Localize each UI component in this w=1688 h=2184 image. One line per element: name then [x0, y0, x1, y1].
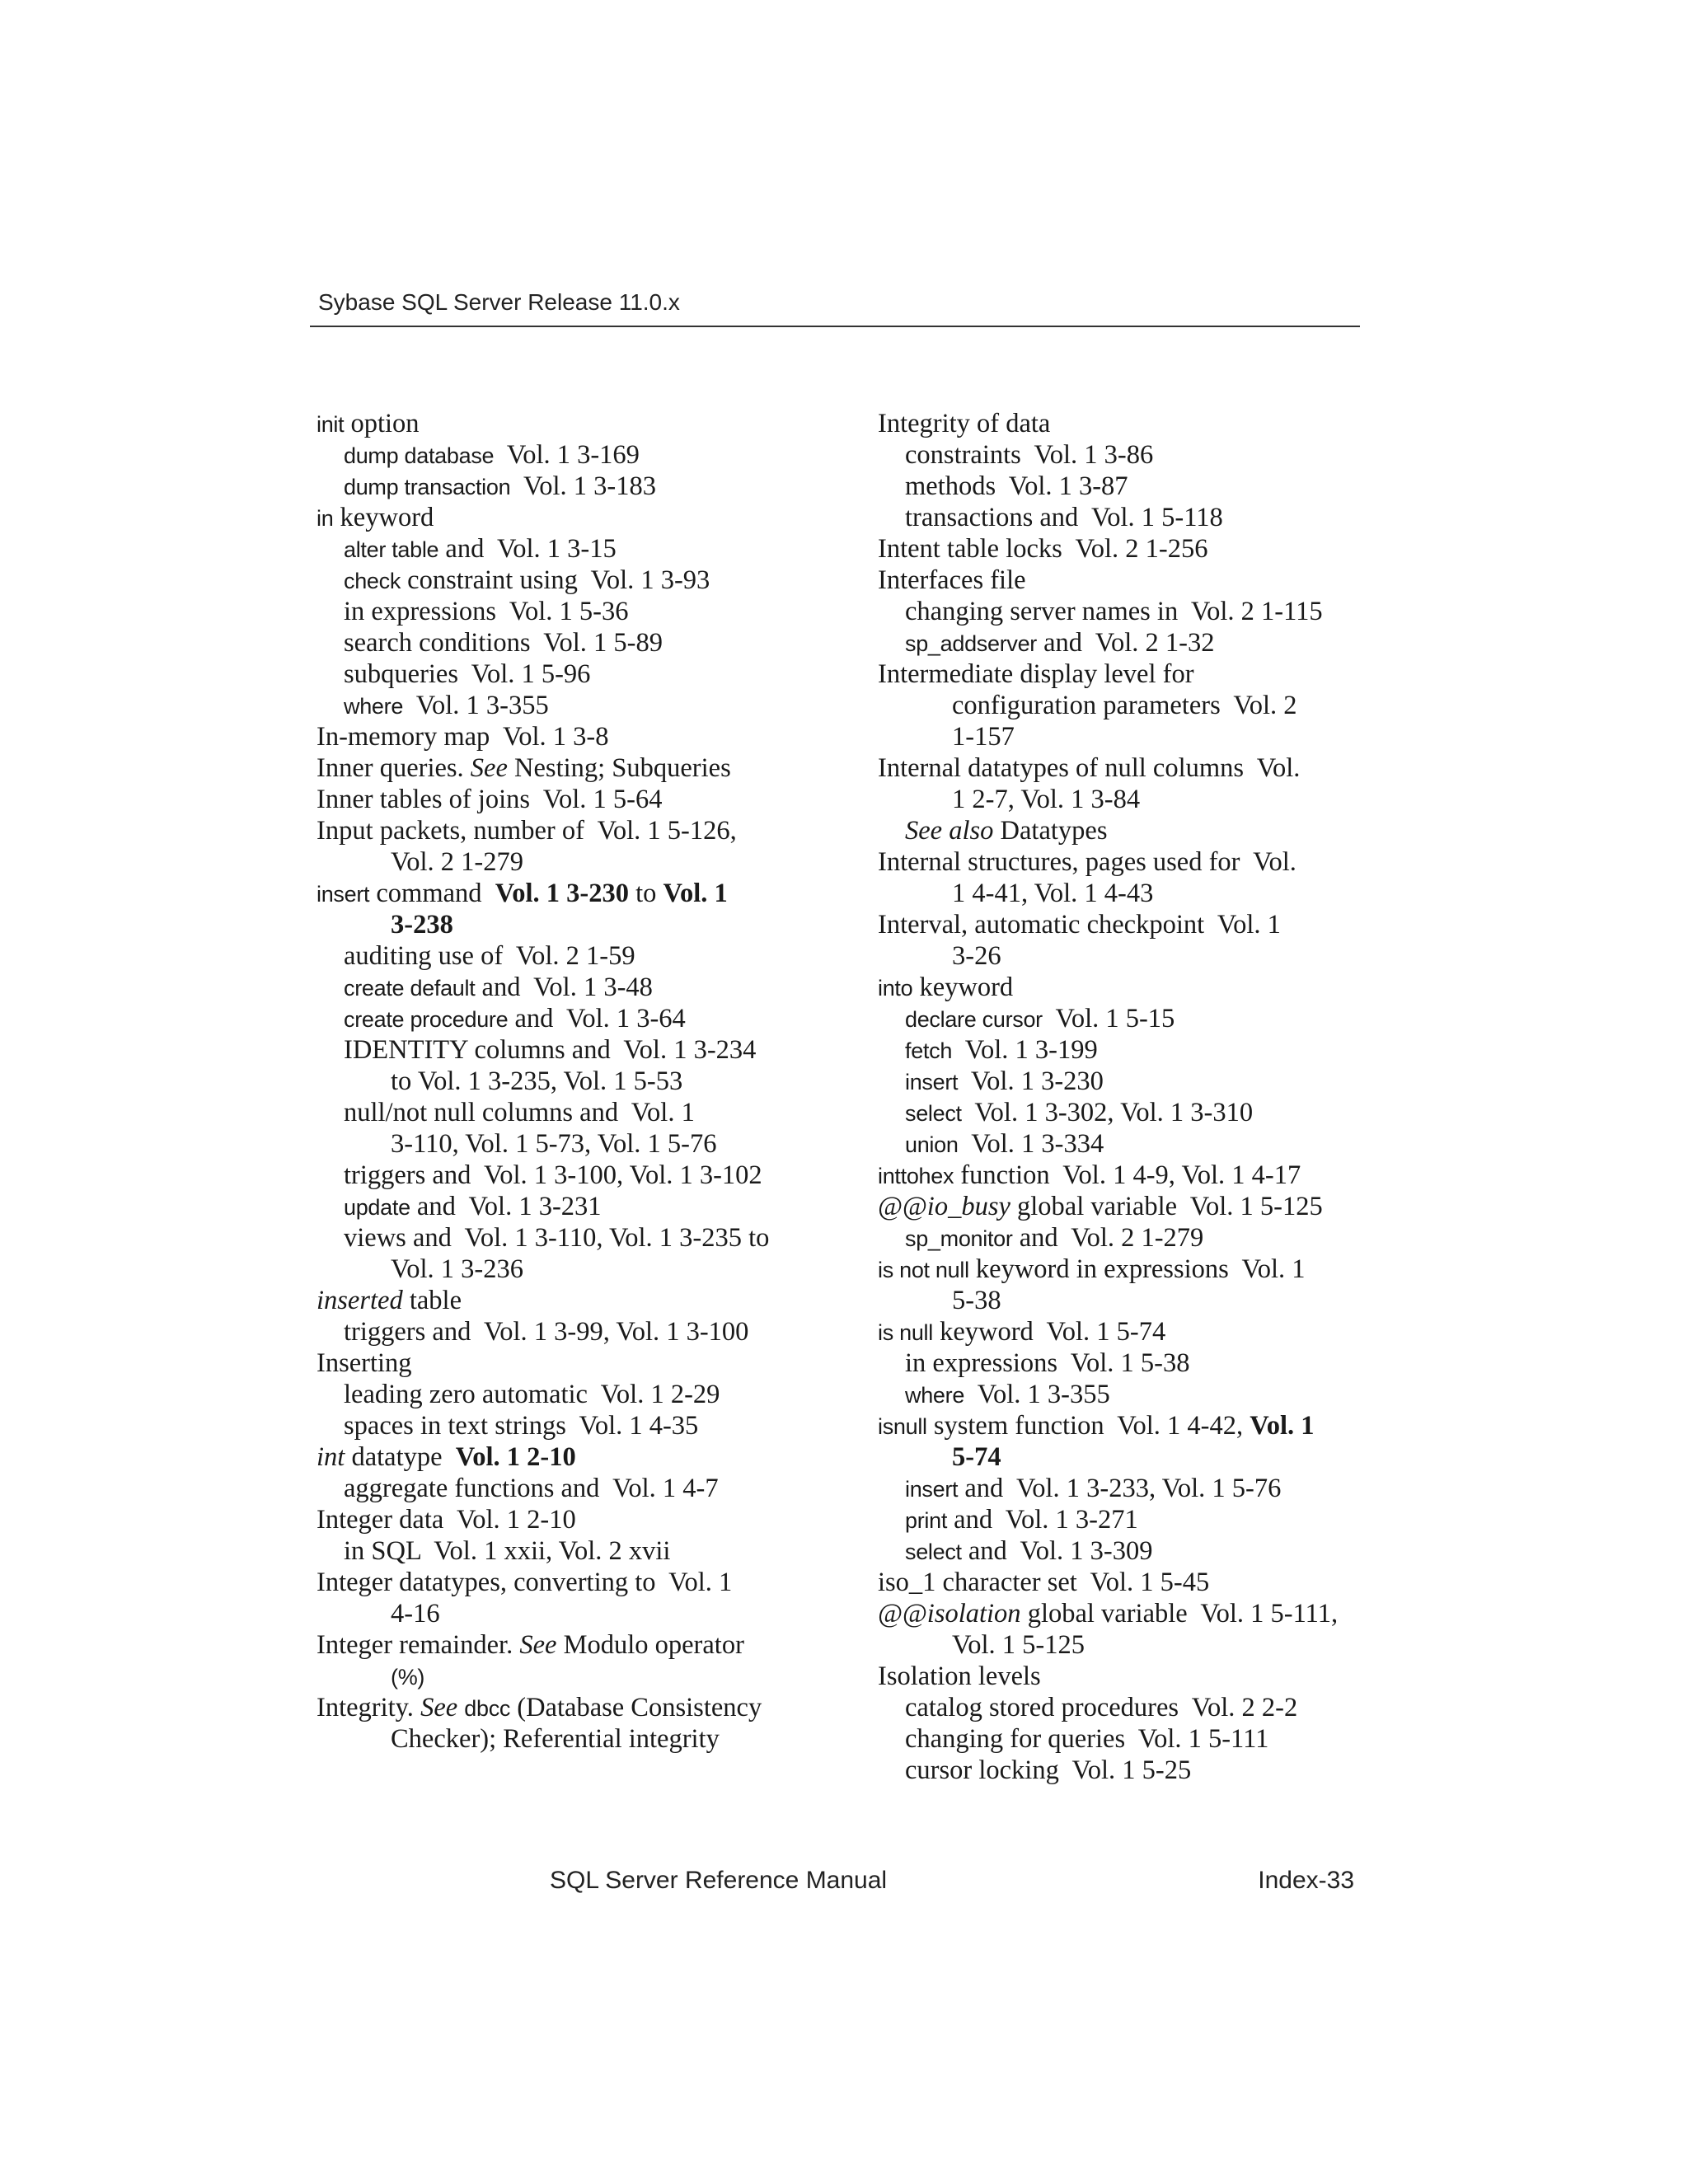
index-subentry — [878, 1535, 1372, 1567]
index-text: create default — [344, 976, 476, 1001]
index-text: triggers and Vol. 1 3-100, Vol. 1 3-102 — [344, 1160, 762, 1190]
index-text: Isolation levels — [878, 1661, 1041, 1691]
index-entry — [878, 1410, 1372, 1473]
index-text: See — [470, 753, 508, 783]
index-text: Vol. 1 3-183 — [510, 471, 656, 501]
index-line — [878, 533, 1372, 565]
index-text: inserted — [316, 1286, 403, 1315]
index-text: Vol. 1 3-236 — [391, 1254, 524, 1284]
index-line — [316, 909, 828, 940]
index-entry — [878, 1661, 1372, 1692]
index-line — [878, 627, 1372, 658]
index-text: @@isolation — [878, 1599, 1021, 1629]
index-line — [878, 1128, 1372, 1160]
index-text: union — [905, 1132, 959, 1157]
index-entry — [316, 408, 828, 439]
index-text: and Vol. 1 3-233, Vol. 1 5-76 — [958, 1474, 1282, 1503]
index-line — [878, 721, 1372, 752]
index-text: Interval, automatic checkpoint Vol. 1 — [878, 910, 1281, 940]
index-line — [878, 1535, 1372, 1567]
index-text: Vol. 1 — [1250, 1411, 1315, 1441]
index-text: auditing use of Vol. 2 1-59 — [344, 941, 635, 971]
index-text: cursor locking Vol. 1 5-25 — [905, 1755, 1192, 1785]
index-entry — [878, 1316, 1372, 1347]
index-subentry — [316, 1034, 828, 1097]
index-entry — [878, 408, 1372, 439]
index-text: print — [905, 1508, 948, 1533]
index-line — [316, 878, 828, 909]
index-line — [878, 1473, 1372, 1504]
index-text: dump transaction — [344, 475, 511, 499]
index-text: int — [316, 1442, 345, 1472]
index-subentry — [316, 1535, 828, 1567]
index-entry — [316, 1347, 828, 1379]
index-text: constraint using Vol. 1 3-93 — [401, 565, 710, 595]
index-entry — [316, 502, 828, 533]
index-text: sp_addserver — [905, 631, 1037, 656]
index-text: dump database — [344, 443, 495, 468]
index-line — [316, 815, 828, 846]
index-subentry — [878, 1379, 1372, 1410]
index-text: Checker); Referential integrity — [391, 1724, 720, 1754]
index-text: In-memory map Vol. 1 3-8 — [316, 722, 609, 752]
index-line — [878, 940, 1372, 972]
index-entry — [878, 1598, 1372, 1661]
index-text: is null — [878, 1320, 933, 1345]
index-line — [316, 1254, 828, 1285]
index-text: and Vol. 1 3-271 — [947, 1505, 1138, 1535]
index-text: 1 2-7, Vol. 1 3-84 — [952, 785, 1141, 814]
index-line — [316, 1410, 828, 1441]
index-text: configuration parameters Vol. 2 — [952, 691, 1297, 720]
index-line — [878, 439, 1372, 471]
index-text: 1 4-41, Vol. 1 4-43 — [952, 879, 1154, 908]
index-text: Vol. 1 5-125 — [952, 1630, 1085, 1660]
index-subentry — [316, 565, 828, 596]
index-subentry — [878, 1066, 1372, 1097]
index-text: constraints Vol. 1 3-86 — [905, 440, 1154, 470]
index-line — [316, 658, 828, 690]
index-line — [316, 408, 828, 439]
index-text: where — [344, 694, 404, 719]
index-entry — [878, 1567, 1372, 1598]
index-line — [878, 1504, 1372, 1535]
index-line — [878, 1755, 1372, 1786]
index-line — [878, 565, 1372, 596]
index-line — [878, 909, 1372, 940]
index-line — [316, 784, 828, 815]
index-column-right — [878, 408, 1372, 1786]
index-line — [878, 1567, 1372, 1598]
index-subentry — [316, 1473, 828, 1504]
index-text: leading zero automatic Vol. 1 2-29 — [344, 1380, 720, 1409]
index-line — [316, 752, 828, 784]
index-text: and Vol. 1 3-15 — [438, 534, 617, 564]
index-text: and Vol. 1 3-64 — [508, 1004, 686, 1033]
index-entry — [878, 909, 1372, 972]
index-text: is not null — [878, 1258, 969, 1282]
index-line — [316, 1661, 828, 1692]
index-line — [878, 1285, 1372, 1316]
index-line — [878, 690, 1372, 721]
index-line — [878, 1347, 1372, 1379]
index-text: in expressions Vol. 1 5-38 — [905, 1348, 1190, 1378]
index-entry — [316, 815, 828, 878]
index-text: See also — [905, 816, 994, 846]
index-line — [878, 1160, 1372, 1191]
index-line — [316, 471, 828, 502]
index-line — [316, 1535, 828, 1567]
index-line — [878, 878, 1372, 909]
index-text: spaces in text strings Vol. 1 4-35 — [344, 1411, 699, 1441]
index-entry — [316, 1285, 828, 1316]
index-text: Vol. 1 3-334 — [958, 1129, 1104, 1159]
index-text: Integrity. — [316, 1693, 421, 1722]
index-subentry — [878, 439, 1372, 471]
index-text: option — [344, 409, 420, 438]
index-text: triggers and Vol. 1 3-99, Vol. 1 3-100 — [344, 1317, 749, 1347]
index-subentry — [316, 471, 828, 502]
index-line — [878, 658, 1372, 690]
index-entry — [878, 565, 1372, 596]
index-text: Vol. 1 3-230 — [958, 1066, 1104, 1096]
index-subentry — [878, 1128, 1372, 1160]
index-line — [316, 1003, 828, 1034]
index-text: Inner tables of joins Vol. 1 5-64 — [316, 785, 663, 814]
index-line — [878, 1723, 1372, 1755]
index-text: and Vol. 1 3-309 — [961, 1536, 1153, 1566]
index-subentry — [316, 690, 828, 721]
index-line — [316, 1222, 828, 1254]
index-text: search conditions Vol. 1 5-89 — [344, 628, 663, 658]
index-line — [316, 1347, 828, 1379]
index-line — [316, 972, 828, 1003]
index-text: global variable Vol. 1 5-111, — [1020, 1599, 1339, 1629]
index-subentry — [878, 502, 1372, 533]
index-subentry — [878, 1504, 1372, 1535]
index-text: @@io_busy — [878, 1192, 1010, 1221]
index-line — [316, 690, 828, 721]
index-text: where — [905, 1383, 965, 1408]
index-line — [878, 1598, 1372, 1629]
index-text: Datatypes — [993, 816, 1108, 846]
index-line — [878, 1097, 1372, 1128]
index-text: 1-157 — [952, 722, 1015, 752]
index-text: 5-38 — [952, 1286, 1001, 1315]
index-subentry — [316, 940, 828, 972]
index-text: aggregate functions and Vol. 1 4-7 — [344, 1474, 719, 1503]
index-line — [878, 784, 1372, 815]
index-line — [878, 1222, 1372, 1254]
index-text: in — [316, 506, 334, 531]
index-line — [316, 1473, 828, 1504]
index-text: Vol. 1 — [663, 879, 728, 908]
index-subentry — [878, 1723, 1372, 1755]
index-entry — [316, 1441, 828, 1473]
index-line — [316, 1692, 828, 1723]
index-text: keyword — [912, 972, 1014, 1002]
index-text: Vol. 1 3-302, Vol. 1 3-310 — [961, 1098, 1254, 1127]
index-text: Modulo operator — [556, 1630, 744, 1660]
index-line — [878, 1629, 1372, 1661]
index-text: inttohex — [878, 1164, 954, 1188]
index-subentry — [878, 627, 1372, 658]
index-text: Inner queries. — [316, 753, 471, 783]
index-line — [316, 1316, 828, 1347]
index-text: and Vol. 1 3-231 — [410, 1192, 602, 1221]
index-line — [316, 1066, 828, 1097]
index-text: select — [905, 1101, 962, 1126]
index-text: check — [344, 569, 401, 593]
index-text: subqueries Vol. 1 5-96 — [344, 659, 591, 689]
index-line — [316, 940, 828, 972]
index-text: Vol. 1 3-169 — [494, 440, 640, 470]
index-subentry — [878, 1003, 1372, 1034]
index-text: select — [905, 1540, 962, 1564]
index-subentry — [878, 1473, 1372, 1504]
index-line — [316, 1629, 828, 1661]
index-entry — [316, 752, 828, 784]
index-line — [316, 1191, 828, 1222]
index-text: create procedure — [344, 1007, 509, 1032]
index-line — [878, 815, 1372, 846]
index-line — [316, 502, 828, 533]
index-subentry — [316, 1003, 828, 1034]
index-text: to — [629, 879, 663, 908]
index-line — [878, 596, 1372, 627]
index-line — [316, 1128, 828, 1160]
index-subentry — [316, 1191, 828, 1222]
index-text: dbcc — [464, 1696, 511, 1721]
index-line — [316, 1441, 828, 1473]
running-head: Sybase SQL Server Release 11.0.x — [318, 289, 680, 315]
index-text: Interfaces file — [878, 565, 1026, 595]
index-line — [878, 1191, 1372, 1222]
index-line — [316, 1567, 828, 1598]
index-subentry — [316, 533, 828, 565]
index-line — [878, 502, 1372, 533]
index-entry — [316, 1629, 828, 1692]
index-subentry — [878, 1097, 1372, 1128]
index-line — [316, 533, 828, 565]
index-text: null/not null columns and Vol. 1 — [344, 1098, 695, 1127]
index-subentry — [316, 596, 828, 627]
index-line — [316, 1034, 828, 1066]
index-entry — [878, 1191, 1372, 1222]
index-text: Input packets, number of Vol. 1 5-126, — [316, 816, 737, 846]
index-line — [878, 752, 1372, 784]
index-entry — [878, 972, 1372, 1003]
index-subentry — [316, 1316, 828, 1347]
index-subentry — [316, 1379, 828, 1410]
index-line — [878, 1066, 1372, 1097]
index-text: function Vol. 1 4-9, Vol. 1 4-17 — [954, 1160, 1301, 1190]
index-text: insert — [905, 1477, 959, 1502]
index-text: 4-16 — [391, 1599, 440, 1629]
index-text: (Database Consistency — [510, 1693, 762, 1722]
index-text: Vol. 1 3-199 — [952, 1035, 1098, 1065]
index-text: into — [878, 976, 913, 1001]
index-subentry — [316, 1410, 828, 1441]
index-line — [878, 1034, 1372, 1066]
index-text: Vol. 1 3-355 — [403, 691, 549, 720]
index-entry — [316, 721, 828, 752]
index-entry — [878, 533, 1372, 565]
index-text: Internal datatypes of null columns Vol. — [878, 753, 1301, 783]
index-text: views and Vol. 1 3-110, Vol. 1 3-235 to — [344, 1223, 770, 1253]
index-text: See — [519, 1630, 557, 1660]
index-subentry — [316, 1097, 828, 1160]
index-line — [878, 1003, 1372, 1034]
index-text: Integer datatypes, converting to Vol. 1 — [316, 1568, 733, 1597]
index-entry — [878, 846, 1372, 909]
index-entry — [878, 1160, 1372, 1191]
index-text: changing for queries Vol. 1 5-111 — [905, 1724, 1269, 1754]
index-text: update — [344, 1195, 410, 1220]
index-text: Integer data Vol. 1 2-10 — [316, 1505, 576, 1535]
index-subentry — [316, 972, 828, 1003]
index-text: (%) — [391, 1665, 425, 1690]
index-text: Intent table locks Vol. 2 1-256 — [878, 534, 1208, 564]
index-subentry — [316, 658, 828, 690]
index-text: Intermediate display level for — [878, 659, 1194, 689]
index-text: and Vol. 2 1-32 — [1037, 628, 1215, 658]
index-line — [316, 1598, 828, 1629]
index-line — [878, 1379, 1372, 1410]
index-column-left — [316, 408, 828, 1755]
index-text: methods Vol. 1 3-87 — [905, 471, 1128, 501]
index-text: catalog stored procedures Vol. 2 2-2 — [905, 1693, 1298, 1722]
index-line — [878, 471, 1372, 502]
index-text: isnull — [878, 1414, 927, 1439]
index-line — [316, 846, 828, 878]
index-line — [316, 1379, 828, 1410]
index-text: in SQL Vol. 1 xxii, Vol. 2 xvii — [344, 1536, 671, 1566]
index-text: changing server names in Vol. 2 1-115 — [905, 597, 1323, 626]
index-text: transactions and Vol. 1 5-118 — [905, 503, 1223, 532]
index-entry — [878, 1254, 1372, 1316]
index-line — [316, 1097, 828, 1128]
footer-title: SQL Server Reference Manual — [550, 1867, 888, 1894]
index-text: Integer remainder. — [316, 1630, 520, 1660]
index-text: Vol. 1 2-10 — [455, 1442, 576, 1472]
index-line — [316, 721, 828, 752]
index-line — [316, 1285, 828, 1316]
index-text: See — [420, 1693, 458, 1722]
index-text: Vol. 1 3-355 — [964, 1380, 1110, 1409]
index-text: to Vol. 1 3-235, Vol. 1 5-53 — [391, 1066, 683, 1096]
index-subentry — [878, 1034, 1372, 1066]
index-text: Internal structures, pages used for Vol. — [878, 847, 1296, 877]
index-text: 3-26 — [952, 941, 1001, 971]
index-text: and Vol. 1 3-48 — [475, 972, 653, 1002]
index-text: Vol. 1 5-15 — [1042, 1004, 1175, 1033]
index-text: keyword Vol. 1 5-74 — [932, 1317, 1166, 1347]
index-text: IDENTITY columns and Vol. 1 3-234 — [344, 1035, 757, 1065]
index-text: fetch — [905, 1038, 953, 1063]
index-text: sp_monitor — [905, 1226, 1013, 1251]
index-text: init — [316, 412, 345, 437]
index-text: iso_1 character set Vol. 1 5-45 — [878, 1568, 1210, 1597]
index-line — [316, 565, 828, 596]
index-text: keyword in expressions Vol. 1 — [968, 1254, 1306, 1284]
index-text: declare cursor — [905, 1007, 1043, 1032]
index-text: keyword — [333, 503, 434, 532]
index-subentry — [878, 471, 1372, 502]
index-entry — [878, 752, 1372, 815]
index-text: Integrity of data — [878, 409, 1051, 438]
index-line — [878, 1441, 1372, 1473]
index-text: Vol. 1 3-230 — [495, 879, 629, 908]
index-subentry — [878, 815, 1372, 846]
index-line — [316, 1723, 828, 1755]
index-subentry — [878, 1222, 1372, 1254]
index-line — [878, 1410, 1372, 1441]
index-text: alter table — [344, 537, 439, 562]
index-entry — [316, 1504, 828, 1535]
header-rule — [310, 326, 1360, 327]
index-line — [878, 846, 1372, 878]
index-text: Nesting; Subqueries — [507, 753, 731, 783]
index-subentry — [878, 1692, 1372, 1723]
index-entry — [316, 1692, 828, 1755]
index-text: Vol. 2 1-279 — [391, 847, 524, 877]
index-line — [316, 1160, 828, 1191]
index-entry — [316, 784, 828, 815]
index-text: 3-110, Vol. 1 5-73, Vol. 1 5-76 — [391, 1129, 717, 1159]
index-subentry — [316, 1160, 828, 1191]
index-line — [878, 1661, 1372, 1692]
index-entry — [316, 1567, 828, 1629]
index-text: global variable Vol. 1 5-125 — [1010, 1192, 1323, 1221]
index-text: insert — [316, 882, 370, 907]
index-line — [878, 408, 1372, 439]
index-text: datatype — [345, 1442, 456, 1472]
index-line — [878, 1316, 1372, 1347]
index-text: 3-238 — [391, 910, 453, 940]
index-line — [316, 1504, 828, 1535]
index-text: table — [402, 1286, 462, 1315]
index-text: insert — [905, 1070, 959, 1094]
index-line — [316, 627, 828, 658]
index-line — [878, 972, 1372, 1003]
index-subentry — [316, 627, 828, 658]
index-text: and Vol. 2 1-279 — [1012, 1223, 1204, 1253]
index-text: 5-74 — [952, 1442, 1001, 1472]
index-line — [316, 596, 828, 627]
index-subentry — [316, 1222, 828, 1285]
index-line — [878, 1692, 1372, 1723]
index-text: system function Vol. 1 4-42, — [926, 1411, 1250, 1441]
index-entry — [878, 658, 1372, 752]
index-subentry — [316, 439, 828, 471]
index-subentry — [878, 1755, 1372, 1786]
index-subentry — [878, 1347, 1372, 1379]
index-text: Inserting — [316, 1348, 412, 1378]
index-entry — [316, 878, 828, 940]
index-text: command — [369, 879, 495, 908]
index-text: in expressions Vol. 1 5-36 — [344, 597, 629, 626]
page-number: Index-33 — [1258, 1867, 1354, 1894]
index-line — [878, 1254, 1372, 1285]
index-subentry — [878, 596, 1372, 627]
index-line — [316, 439, 828, 471]
